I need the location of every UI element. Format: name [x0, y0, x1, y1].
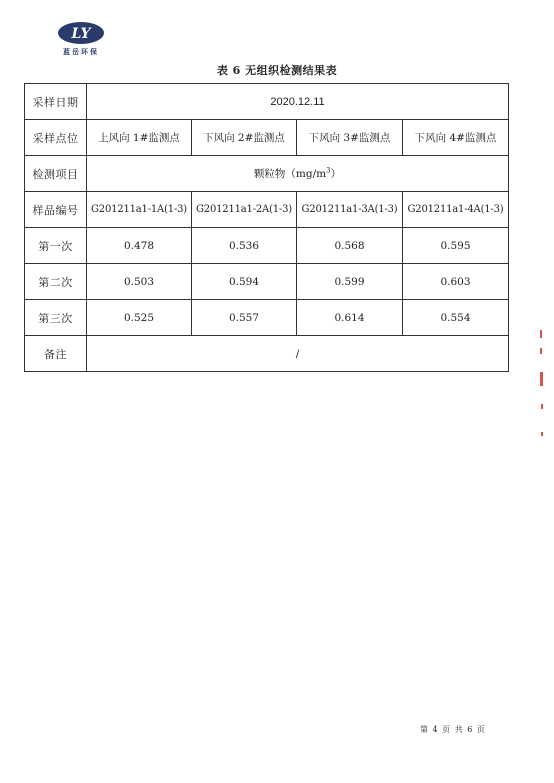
company-logo	[50, 20, 112, 60]
item-close: ）	[330, 168, 342, 180]
label-r1: 第一次	[25, 228, 87, 264]
sample-2: G201211a1-2A(1-3)	[192, 192, 297, 228]
row-r3	[25, 300, 509, 336]
r2-v4: 0.603	[403, 264, 509, 300]
edge-mark-1	[540, 330, 542, 338]
r2-v2: 0.594	[192, 264, 297, 300]
r3-v3: 0.614	[297, 300, 403, 336]
r1-v1: 0.478	[87, 228, 192, 264]
row-points	[25, 120, 509, 156]
point-4: 下风向 4#监测点	[403, 120, 509, 156]
r3-v4: 0.554	[403, 300, 509, 336]
item-unit-sup: 3	[326, 166, 331, 175]
label-r3: 第三次	[25, 300, 87, 336]
r2-v1: 0.503	[87, 264, 192, 300]
edge-mark-4	[541, 404, 543, 409]
r1-v2: 0.536	[192, 228, 297, 264]
edge-mark-5	[541, 432, 543, 436]
table-title: 表 6 无组织检测结果表	[216, 64, 338, 77]
row-sample	[25, 192, 509, 228]
logo-mark	[56, 20, 106, 46]
r1-v4: 0.595	[403, 228, 509, 264]
logo-text: 蓝岳环保	[63, 47, 99, 56]
results-table	[24, 83, 509, 372]
logo-mark-text: LY	[71, 26, 91, 42]
point-2: 下风向 2#监测点	[192, 120, 297, 156]
label-item: 检测项目	[25, 156, 87, 192]
label-points: 采样点位	[25, 120, 87, 156]
row-r2	[25, 264, 509, 300]
value-note: /	[87, 336, 509, 372]
label-note: 备注	[25, 336, 87, 372]
r3-v2: 0.557	[192, 300, 297, 336]
row-note	[25, 336, 509, 372]
label-date: 采样日期	[25, 84, 87, 120]
item-name: 颗粒物（mg/m	[253, 168, 327, 180]
r2-v3: 0.599	[297, 264, 403, 300]
r3-v1: 0.525	[87, 300, 192, 336]
label-r2: 第二次	[25, 264, 87, 300]
edge-mark-3	[540, 372, 543, 386]
sample-3: G201211a1-3A(1-3)	[297, 192, 403, 228]
row-item	[25, 156, 509, 192]
row-r1	[25, 228, 509, 264]
sample-1: G201211a1-1A(1-3)	[87, 192, 192, 228]
point-3: 下风向 3#监测点	[297, 120, 403, 156]
row-date	[25, 84, 509, 120]
label-sample: 样品编号	[25, 192, 87, 228]
r1-v3: 0.568	[297, 228, 403, 264]
value-date: 2020.12.11	[87, 84, 509, 120]
point-1: 上风向 1#监测点	[87, 120, 192, 156]
value-item	[87, 156, 509, 192]
edge-mark-2	[540, 348, 542, 354]
page-footer: 第 4 页 共 6 页	[420, 725, 485, 734]
sample-4: G201211a1-4A(1-3)	[403, 192, 509, 228]
